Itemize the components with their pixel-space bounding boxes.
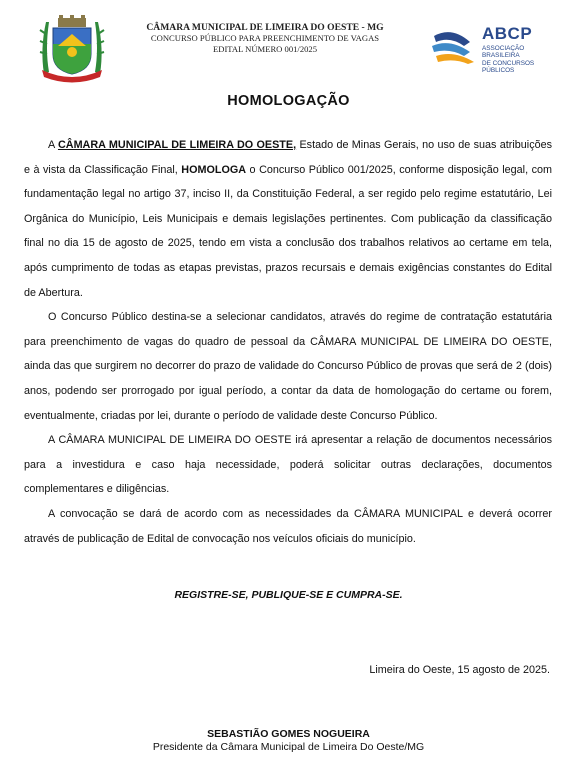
document-header: [0, 12, 577, 82]
abcp-emblem-icon: [430, 22, 480, 68]
header-chamber-name: CÂMARA MUNICIPAL DE LIMEIRA DO OESTE - MG: [146, 22, 384, 33]
signature-block: [0, 727, 577, 754]
p1-rest: o Concurso Público 001/2025, conforme disposição legal, com fundamentação legal no artigo 37, inciso II, da Constituição Federal, a ser regido pelo regime estatutário, Lei Orgânica do Município, Leis Municipais e demais legislações pertinentes. Com publicação da classificação final no dia 15 de agosto de 2025, tendo em vista a conclusão dos trabalhos relativos ao certame em tela, após cumprimento de todas as etapas previstas, prazos recursais e demais exigências constantes do Edital de Abertura.: [24, 163, 552, 299]
signatory-name: SEBASTIÃO GOMES NOGUEIRA: [207, 728, 370, 740]
abcp-subtitle-line-2: DE CONCURSOS PÚBLICOS: [482, 59, 535, 75]
p1-intro: A: [48, 139, 58, 151]
closing-statement: REGISTRE-SE, PUBLIQUE-SE E CUMPRA-SE.: [174, 589, 403, 601]
paragraph-convocation: A convocação se dará de acordo com as necessidades da CÂMARA MUNICIPAL e deverá ocorrer através de publicação de Edital de convocação nos veículos oficiais do município.: [24, 507, 552, 545]
document-title: HOMOLOGAÇÃO: [227, 93, 350, 109]
document-date: Limeira do Oeste, 15 agosto de 2025.: [369, 664, 550, 676]
header-contest-line: CONCURSO PÚBLICO PARA PREENCHIMENTO DE VAGAS: [150, 33, 380, 43]
document-body: [24, 133, 552, 551]
abcp-subtitle-line-1: ASSOCIAÇÃO BRASILEIRA: [482, 45, 525, 60]
abcp-logo-subtitle: [482, 45, 560, 75]
signatory-role: Presidente da Câmara Municipal de Limeira Do Oeste/MG: [152, 741, 425, 753]
chamber-name-underlined: CÂMARA MUNICIPAL DE LIMEIRA DO OESTE,: [57, 139, 297, 151]
abcp-logo-name: ABCP: [482, 24, 533, 43]
header-text-block: [120, 22, 410, 54]
paragraph-purpose: O Concurso Público destina-se a selecionar candidatos, através do regime de contratação estatutária para preenchimento de vagas do quadro de pessoal da CÂMARA MUNICIPAL DE LIMEIRA DO OESTE, ainda das que surgirem no decorrer do prazo de validade do Concurso Público de provas que será de 2 (dois) anos, podendo ser prorrogado por igual período, a contar da data de homologação do certame ou forem, eventualmente, criadas por lei, durante o período de validade deste Concurso Público.: [24, 311, 552, 422]
header-edital-number: EDITAL NÚMERO 001/2025: [212, 43, 318, 54]
paragraph-documents: A CÂMARA MUNICIPAL DE LIMEIRA DO OESTE irá apresentar a relação de documentos necessários para a investidura e caso haja necessidade, poderá solicitar outras declarações, documentos complementares e diligências.: [24, 434, 552, 496]
paragraph-homologation: [24, 133, 552, 305]
homologa-keyword: HOMOLOGA: [181, 163, 247, 176]
p1-middle: Estado de Minas Gerais, no uso de suas atribuições e à vista da Classificação Final,: [24, 139, 553, 176]
municipal-crest-icon: [36, 14, 108, 84]
abcp-logo: [430, 20, 560, 75]
